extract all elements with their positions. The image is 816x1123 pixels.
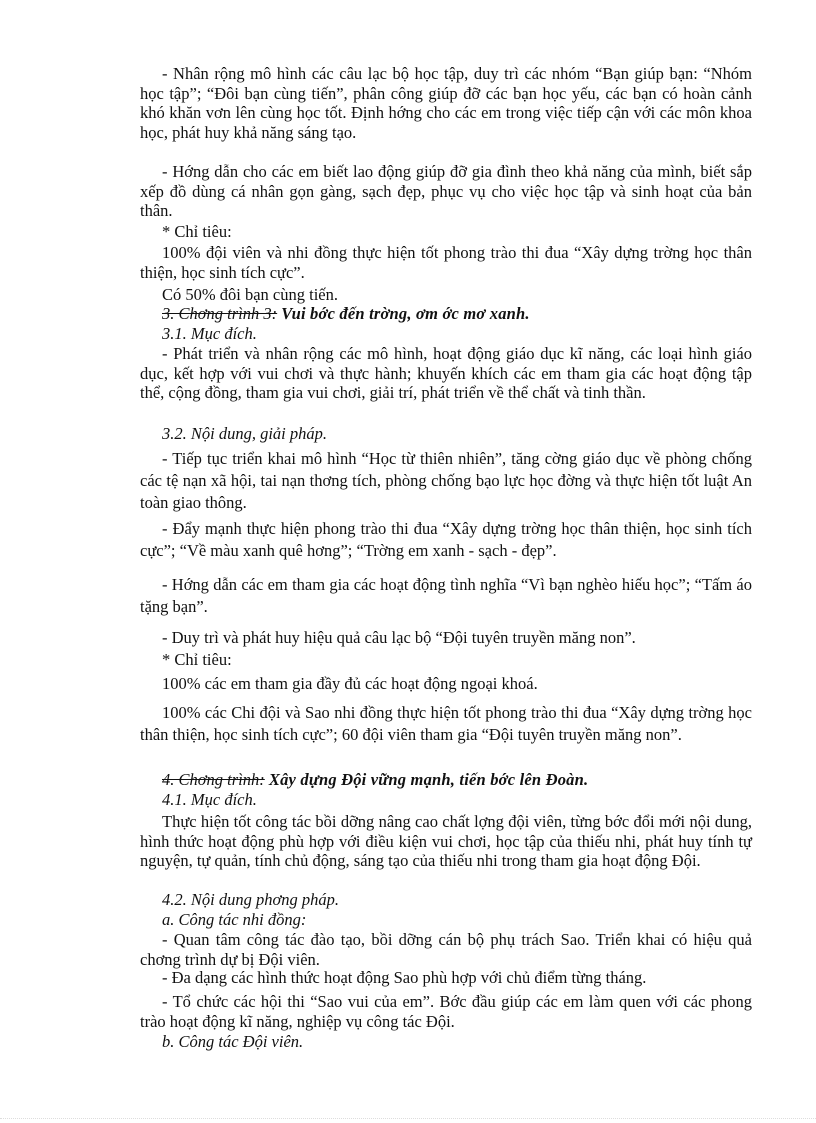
heading-title: Vui bớc đến trờng, ơm ớc mơ xanh. [281,304,530,323]
paragraph: * Chỉ tiêu: [162,650,232,669]
paragraph: 3.2. Nội dung, giải pháp. [162,424,328,443]
paragraph: 4.2. Nội dung phơng pháp. [162,890,340,909]
paragraph: - Tổ chức các hội thi “Sao vui của em”. Bớc đầu giúp các em làm quen với các phong trào hoạt động kĩ năng, nghiệp vụ công tác Đội. [140,992,752,1031]
paragraph: a. Công tác nhi đồng: [162,910,307,929]
paragraph: 100% các em tham gia đầy đủ các hoạt động ngoại khoá. [162,674,538,693]
section-heading-4 [162,770,752,790]
paragraph: Có 50% đôi bạn cùng tiến. [162,285,338,304]
paragraph: - Đẩy mạnh thực hiện phong trào thi đua “Xây dựng trờng học thân thiện, học sinh tích cực”; “Về màu xanh quê hơng”; “Trờng em xanh - sạch - đẹp”. [140,519,752,560]
paragraph: - Hớng dẫn các em tham gia các hoạt động tình nghĩa “Vì bạn nghèo hiếu học”; “Tấm áo tặng bạn”. [140,575,752,616]
section-heading-3 [162,304,752,324]
paragraph: - Duy trì và phát huy hiệu quả câu lạc bộ “Đội tuyên truyền măng non”. [162,628,636,647]
heading-prefix: 3. Chơng trình 3: [162,304,278,323]
paragraph: 3.1. Mục đích. [162,324,257,343]
paragraph: - Tiếp tục triển khai mô hình “Học từ thiên nhiên”, tăng cờng giáo dục về phòng chống các tệ nạn xã hội, tai nạn thơng tích, phòng chống bạo lực học đờng và thực hiện tốt luật An toàn giao thông. [140,449,752,512]
paragraph: 4.1. Mục đích. [162,790,257,809]
heading-prefix: 4. Chơng trình: [162,770,265,789]
paragraph: - Quan tâm công tác đào tạo, bồi dỡng cán bộ phụ trách Sao. Triển khai có hiệu quả chơng trình dự bị Đội viên. [140,930,752,969]
heading-title: Xây dựng Đội vững mạnh, tiến bớc lên Đoàn. [268,770,589,789]
paragraph: - Hớng dẫn cho các em biết lao động giúp đỡ gia đình theo khả năng của mình, biết sắp xếp đồ dùng cá nhân gọn gàng, sạch đẹp, phục vụ cho việc học tập và sinh hoạt của bản thân. [140,162,752,220]
paragraph: 100% các Chi đội và Sao nhi đồng thực hiện tốt phong trào thi đua “Xây dựng trờng học thân thiện, học sinh tích cực”; 60 đội viên tham gia “Đội tuyên truyền măng non”. [140,703,752,744]
paragraph: b. Công tác Đội viên. [162,1032,304,1051]
paragraph: - Nhân rộng mô hình các câu lạc bộ học tập, duy trì các nhóm “Bạn giúp bạn: “Nhóm học tập”; “Đôi bạn cùng tiến”, phân công giúp đỡ các bạn học yếu, các bạn có hoàn cảnh khó khăn vơn lên cùng học tốt. Định hớng cho các em trong việc tiếp cận với các môn khoa học, phát huy khả năng sáng tạo. [140,64,752,142]
paragraph: * Chỉ tiêu: [162,222,232,241]
paragraph: - Đa dạng các hình thức hoạt động Sao phù hợp với chủ điểm từng tháng. [162,968,647,987]
paragraph: Thực hiện tốt công tác bồi dỡng nâng cao chất lợng đội viên, từng bớc đổi mới nội dung, hình thức hoạt động phù hợp với điều kiện vui chơi, học tập của thiếu nhi, phát huy tính tự nguyện, tự quản, tính chủ động, sáng tạo của thiếu nhi trong tham gia hoạt động Đội. [140,812,752,870]
page-bottom-divider [0,1118,816,1119]
paragraph: 100% đội viên và nhi đồng thực hiện tốt phong trào thi đua “Xây dựng trờng học thân thiện, học sinh tích cực”. [140,243,752,282]
paragraph: - Phát triển và nhân rộng các mô hình, hoạt động giáo dục kĩ năng, các loại hình giáo dục, kết hợp với vui chơi và thực hành; khuyến khích các em tham gia các hoạt động tập thể, cộng đồng, tham gia vui chơi, giải trí, phát triển về thể chất và tinh thần. [140,344,752,402]
